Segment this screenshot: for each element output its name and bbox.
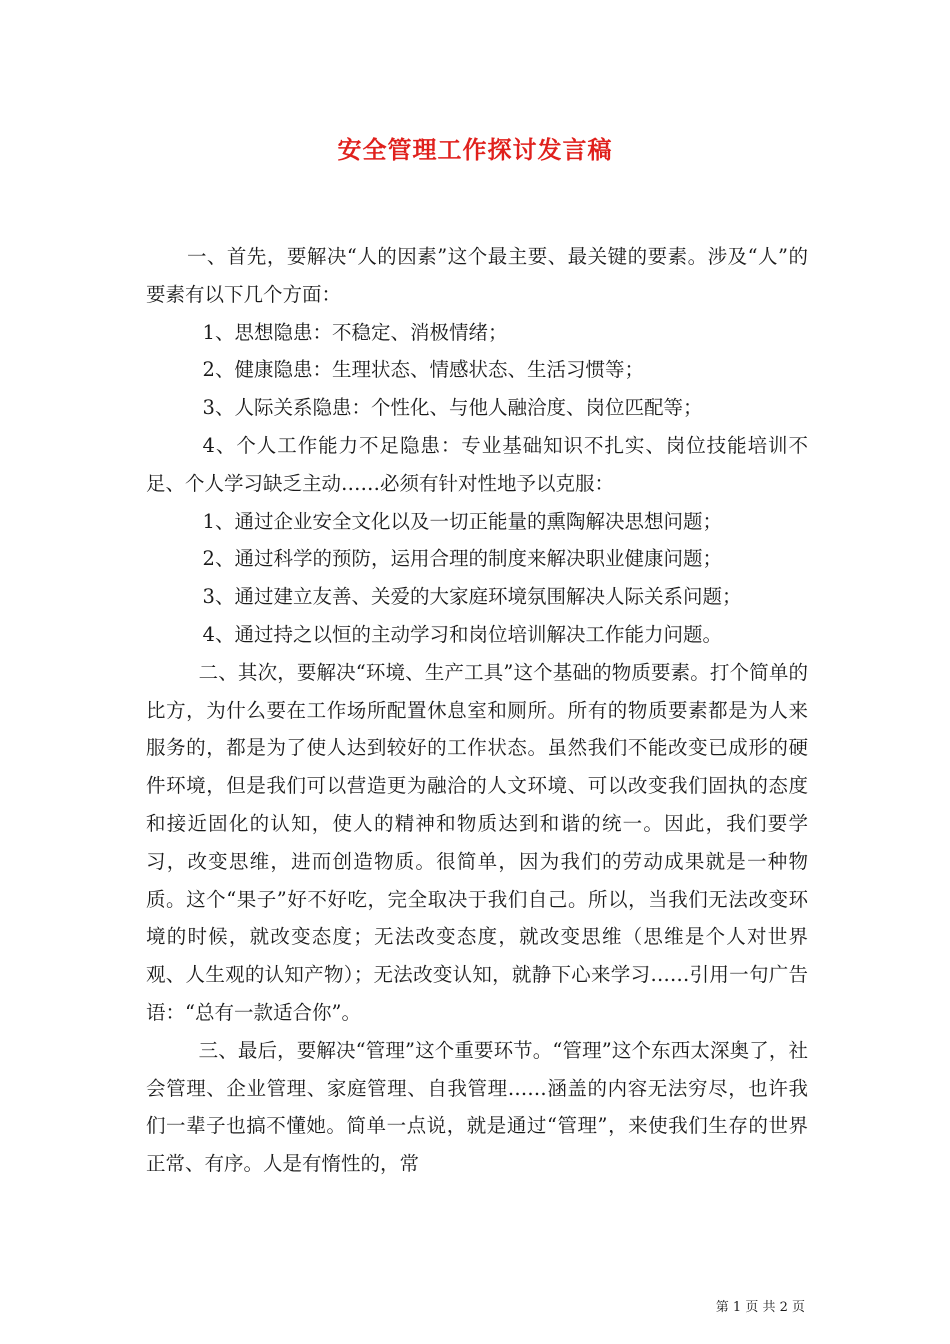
list-item-solution-1: 1、通过企业安全文化以及一切正能量的熏陶解决思想问题； bbox=[202, 509, 722, 533]
paragraph-section-two: 二、其次，要解决“环境、生产工具”这个基础的物质要素。打个简单的比方，为什么要在工作场所配置休息室和厕所。所有的物质要素都是为人来服务的，都是为了使人达到较好的工作状态。虽然我们不能改变已成形的硬件环境，但是我们可以营造更为融洽的人文环境、可以改变我们固执的态度和接近固化的认知，使人的精神和物质达到和谐的统一。因此，我们要学习，改变思维，进而创造物质。很简单，因为我们的劳动成果就是一种物质。这个“果子”好不好吃，完全取决于我们自己。所以，当我们无法改变环境的时候，就改变态度；无法改变态度，就改变思维（思维是个人对世界观、人生观的认知产物）；无法改变认知，就静下心来学习……引用一句广告语：“总有一款适合你”。 bbox=[146, 660, 808, 1024]
list-item-hazard-2: 2、健康隐患：生理状态、情感状态、生活习惯等； bbox=[202, 358, 644, 382]
page-number-indicator: 第 1 页 共 2 页 bbox=[715, 1300, 805, 1315]
list-item-solution-3: 3、通过建立友善、关爱的大家庭环境氛围解决人际关系问题； bbox=[202, 585, 742, 609]
paragraph-section-three: 三、最后，要解决“管理”这个重要环节。“管理”这个东西太深奥了，社会管理、企业管理、家庭管理、自我管理……涵盖的内容无法穷尽，也许我们一辈子也搞不懂她。简单一点说，就是通过“管理”，来使我们生存的世界正常、有序。人是有惰性的，常 bbox=[146, 1038, 808, 1176]
list-item-solution-4: 4、通过持之以恒的主动学习和岗位培训解决工作能力问题。 bbox=[202, 622, 722, 646]
list-item-solution-2: 2、通过科学的预防，运用合理的制度来解决职业健康问题； bbox=[202, 547, 722, 571]
paragraph-intro-one: 一、首先，要解决“人的因素”这个最主要、最关键的要素。涉及“人”的要素有以下几个方面： bbox=[146, 245, 808, 306]
document-body bbox=[146, 238, 808, 1183]
document-title: 安全管理工作探讨发言稿 bbox=[337, 135, 613, 164]
list-item-hazard-4: 4、个人工作能力不足隐患：专业基础知识不扎实、岗位技能培训不足、个人学习缺乏主动……必须有针对性地予以克服： bbox=[146, 433, 808, 495]
list-item-hazard-3: 3、人际关系隐患：个性化、与他人融洽度、岗位匹配等； bbox=[202, 396, 703, 420]
list-item-hazard-1: 1、思想隐患：不稳定、消极情绪； bbox=[202, 320, 508, 344]
